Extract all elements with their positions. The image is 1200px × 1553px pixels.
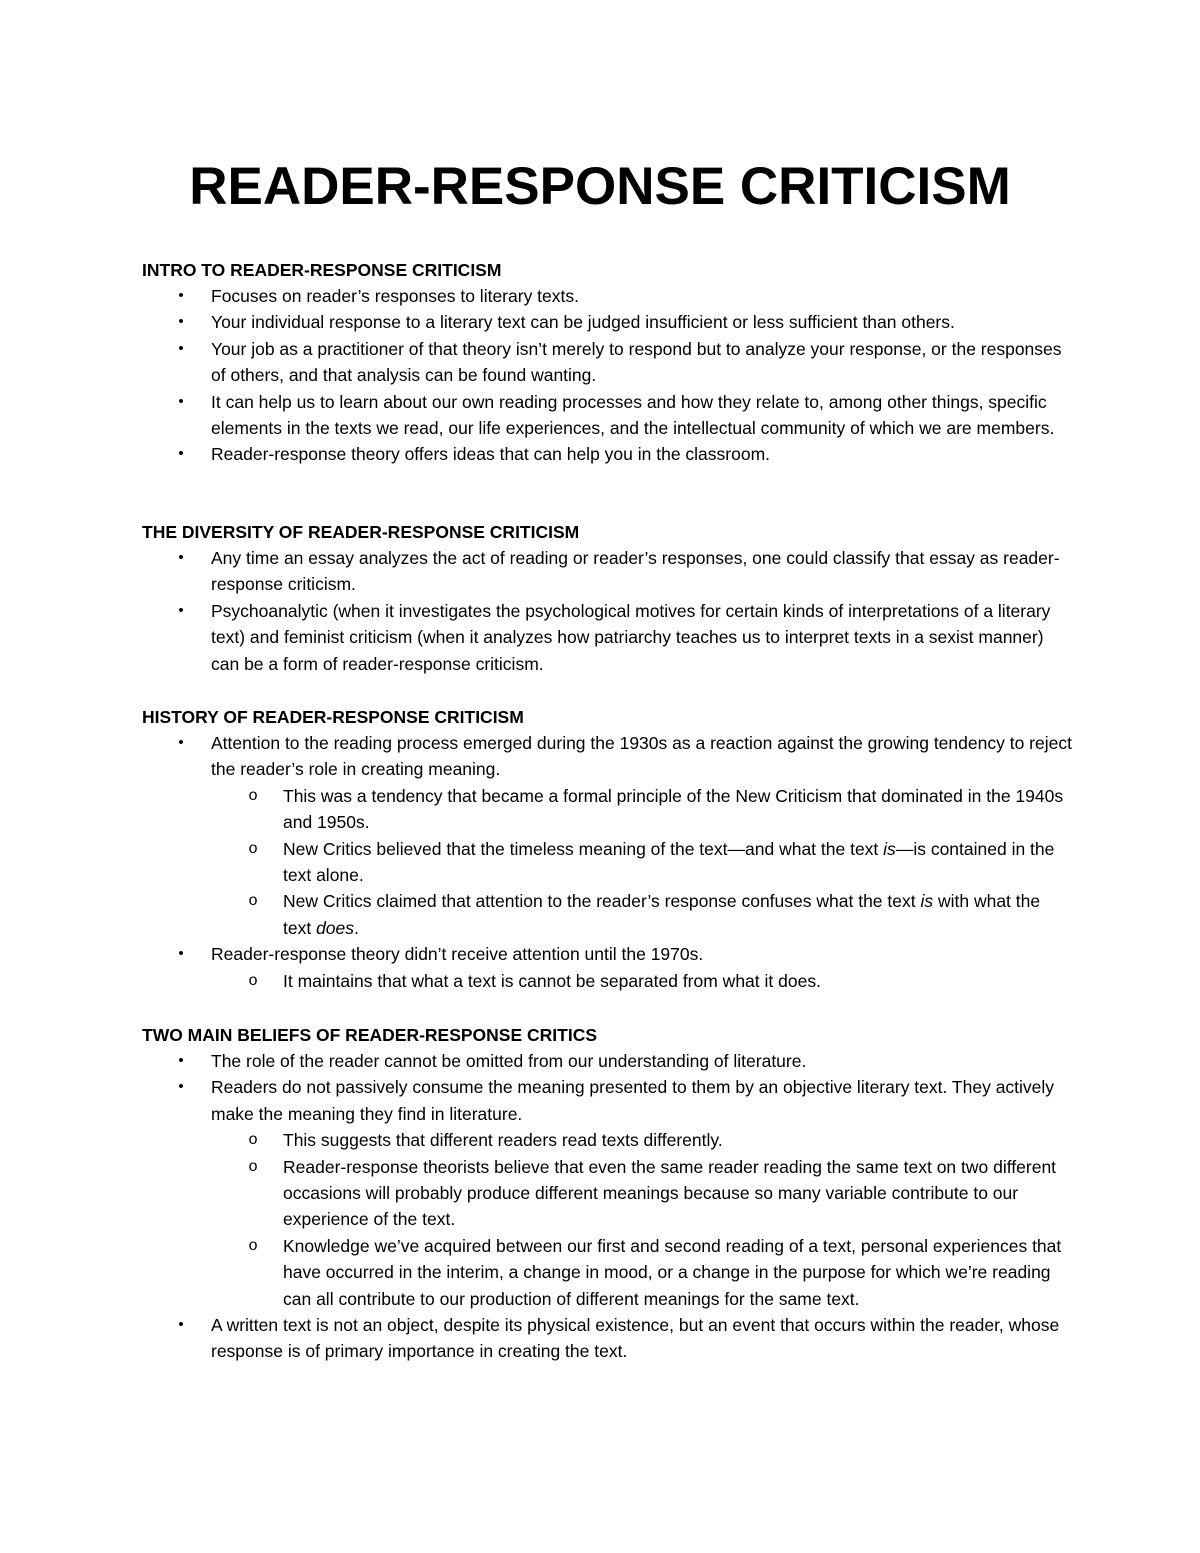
sub-list-item bbox=[142, 1233, 1072, 1312]
list-item-text: Any time an essay analyzes the act of reading or reader’s responses, one could classify that essay as reader-response criticism. bbox=[211, 548, 1060, 595]
list-item-text: Readers do not passively consume the meaning presented to them by an objective literary text. They actively make the meaning they find in literature. bbox=[211, 1077, 1055, 1124]
sub-list-item-text: Knowledge we’ve acquired between our first and second reading of a text, personal experiences that have occurred in the interim, a change in mood, or a change in the purpose for which we’re reading can all contribute to our production of different meanings for the same text. bbox=[283, 1235, 1062, 1309]
list-item bbox=[142, 598, 1072, 677]
list-item bbox=[142, 1048, 1072, 1074]
bullet-icon: • bbox=[178, 549, 184, 566]
sub-list-item bbox=[142, 1127, 1072, 1153]
text-run: —is contained in the text alone. bbox=[283, 838, 1055, 886]
bullet-list bbox=[142, 545, 1072, 677]
sub-list-item bbox=[142, 783, 1072, 836]
list-item bbox=[142, 389, 1072, 442]
list-item-text: Attention to the reading process emerged during the 1930s as a reaction against the growing tendency to reject the reader’s role in creating meaning. bbox=[211, 733, 1072, 780]
circle-bullet-icon: o bbox=[248, 1157, 258, 1176]
text-run: with what the text bbox=[283, 891, 1041, 938]
sub-list-item-text: This was a tendency that became a formal principle of the New Criticism that dominated in the 1940s and 1950s. bbox=[283, 785, 1064, 833]
list-item-text: The role of the reader cannot be omitted from our understanding of literature. bbox=[211, 1051, 807, 1071]
list-item-text: Reader-response theory didn’t receive attention until the 1970s. bbox=[211, 944, 704, 965]
emphasis-text: is bbox=[920, 891, 934, 912]
text-run: . bbox=[354, 917, 359, 938]
list-item-text: It can help us to learn about our own reading processes and how they relate to, among other things, specific elements in the texts we read, our life experiences, and the intellectual community of which we are members. bbox=[211, 391, 1055, 439]
emphasis-text: does bbox=[316, 917, 355, 938]
circle-bullet-icon: o bbox=[248, 839, 258, 858]
list-item-text: Psychoanalytic (when it investigates the psychological motives for certain kinds of interpretations of a literary text) and feminist criticism (when it analyzes how patriarchy teaches us to interpret texts in a sexist manner) can be a form of reader-response criticism. bbox=[211, 600, 1051, 674]
circle-bullet-icon: o bbox=[248, 971, 258, 990]
section-beliefs bbox=[142, 1022, 1072, 1365]
bullet-icon: • bbox=[178, 287, 184, 304]
circle-bullet-icon: o bbox=[248, 1131, 258, 1150]
bullet-list bbox=[142, 283, 1072, 468]
section-heading: TWO MAIN BELIEFS OF READER-RESPONSE CRITICS bbox=[142, 1025, 598, 1045]
sub-list-item bbox=[142, 1154, 1072, 1233]
list-item bbox=[142, 941, 1072, 967]
section-heading: INTRO TO READER-RESPONSE CRITICISM bbox=[142, 260, 502, 280]
bullet-icon: • bbox=[178, 445, 184, 463]
circle-bullet-icon: o bbox=[248, 892, 258, 911]
section-intro bbox=[142, 257, 1072, 468]
bullet-icon: • bbox=[178, 339, 184, 357]
section-heading: THE DIVERSITY OF READER-RESPONSE CRITICISM bbox=[142, 522, 580, 542]
text-run: New Critics claimed that attention to the reader’s response confuses what the text bbox=[283, 891, 921, 912]
sub-list-item-text: This suggests that different readers read texts differently. bbox=[283, 1130, 723, 1151]
sub-list-item-text bbox=[283, 839, 1054, 885]
list-item bbox=[142, 336, 1072, 389]
section-heading: HISTORY OF READER-RESPONSE CRITICISM bbox=[142, 707, 524, 727]
circle-bullet-icon: o bbox=[248, 1236, 258, 1255]
document-title: READER-RESPONSE CRITICISM bbox=[189, 157, 1011, 216]
sub-list-item bbox=[142, 888, 1072, 941]
bullet-icon: • bbox=[178, 945, 184, 963]
list-item bbox=[142, 545, 1072, 598]
list-item-text: Focuses on reader’s responses to literary texts. bbox=[211, 286, 579, 306]
list-item bbox=[142, 730, 1072, 783]
sub-list-item bbox=[142, 968, 1072, 994]
section-diversity bbox=[142, 519, 1072, 677]
bullet-list bbox=[142, 730, 1072, 994]
list-item bbox=[142, 1074, 1072, 1127]
bullet-icon: • bbox=[178, 392, 184, 410]
list-item-text: Your individual response to a literary text can be judged insufficient or less sufficient than others. bbox=[211, 312, 955, 333]
bullet-list bbox=[142, 1048, 1072, 1365]
bullet-icon: • bbox=[178, 1316, 184, 1334]
bullet-icon: • bbox=[178, 313, 184, 331]
section-history bbox=[142, 704, 1072, 994]
list-item-text: Reader-response theory offers ideas that can help you in the classroom. bbox=[211, 444, 771, 465]
list-item bbox=[142, 1312, 1072, 1365]
bullet-icon: • bbox=[178, 1052, 184, 1069]
bullet-icon: • bbox=[178, 601, 184, 619]
list-item bbox=[142, 283, 1072, 309]
list-item bbox=[142, 309, 1072, 335]
list-item-text: A written text is not an object, despite its physical existence, but an event that occurs within the reader, whose response is of primary importance in creating the text. bbox=[211, 1315, 1060, 1362]
list-item-text: Your job as a practitioner of that theory isn’t merely to respond but to analyze your response, or the responses of others, and that analysis can be found wanting. bbox=[211, 338, 1062, 386]
list-item bbox=[142, 441, 1072, 467]
circle-bullet-icon: o bbox=[248, 786, 258, 805]
sub-list-item-text: Reader-response theorists believe that even the same reader reading the same text on two different occasions will probably produce different meanings because so many variable contribute to our experience of the text. bbox=[283, 1156, 1057, 1230]
emphasis-text: is bbox=[883, 838, 896, 859]
sub-list-item-text bbox=[283, 891, 1040, 937]
sub-list-item-text: It maintains that what a text is cannot be separated from what it does. bbox=[283, 970, 821, 991]
sub-list-item bbox=[142, 836, 1072, 889]
bullet-icon: • bbox=[178, 1078, 184, 1096]
text-run: New Critics believed that the timeless meaning of the text—and what the text bbox=[283, 838, 884, 859]
bullet-icon: • bbox=[178, 734, 184, 751]
